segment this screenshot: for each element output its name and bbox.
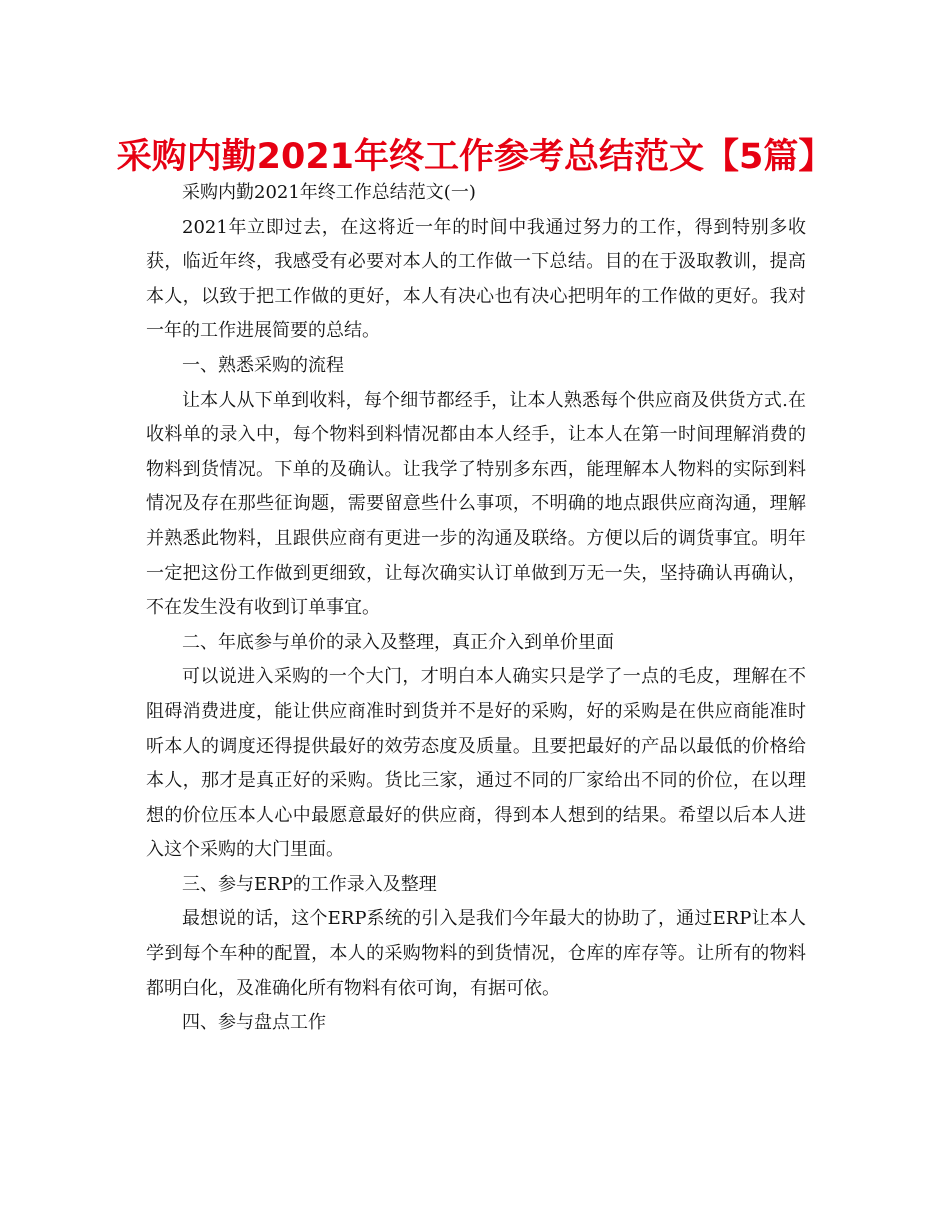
section-subtitle: 采购内勤2021年终工作总结范文(一) bbox=[182, 182, 476, 203]
document-title: 采购内勤2021年终工作参考总结范文【5篇】 bbox=[116, 137, 834, 177]
section-heading-4: 四、参与盘点工作 bbox=[182, 1012, 326, 1034]
section-heading-1: 一、熟悉采购的流程 bbox=[182, 354, 344, 376]
paragraph-1: 让本人从下单到收料，每个细节都经手，让本人熟悉每个供应商及供货方式.在收料单的录入中，每个物料到料情况都由本人经手，让本人在第一时间理解消费的物料到货情况。下单的及确认。让我学了特别多东西，能理解本人物料的实际到料情况及存在那些征询题，需要留意些什么事项，不明确的地点跟供应商沟通，理解并熟悉此物料，且跟供应商有更进一步的沟通及联络。方便以后的调货事宜。明年一定把这份工作做到更细致，让每次确实认订单做到万无一失，坚持确认再确认，不在发生没有收到订单事宜。 bbox=[146, 389, 806, 619]
paragraph-3: 最想说的话，这个ERP系统的引入是我们今年最大的协助了，通过ERP让本人学到每个车种的配置，本人的采购物料的到货情况，仓库的库存等。让所有的物料都明白化，及准确化所有物料有依可询，有据可依。 bbox=[146, 908, 806, 999]
document-body bbox=[146, 176, 806, 1041]
section-heading-2: 二、年底参与单价的录入及整理，真正介入到单价里面 bbox=[182, 631, 614, 653]
paragraph-intro: 2021年立即过去，在这将近一年的时间中我通过努力的工作，得到特别多收获，临近年终，我感受有必要对本人的工作做一下总结。目的在于汲取教训，提高本人，以致于把工作做的更好，本人有决心也有决心把明年的工作做的更好。我对一年的工作进展简要的总结。 bbox=[146, 216, 806, 342]
section-heading-3: 三、参与ERP的工作录入及整理 bbox=[182, 873, 437, 895]
paragraph-2: 可以说进入采购的一个大门，才明白本人确实只是学了一点的毛皮，理解在不阻碍消费进度，能让供应商准时到货并不是好的采购，好的采购是在供应商能准时听本人的调度还得提供最好的效劳态度及质量。且要把最好的产品以最低的价格给本人，那才是真正好的采购。货比三家，通过不同的厂家给出不同的价位，在以理想的价位压本人心中最愿意最好的供应商，得到本人想到的结果。希望以后本人进入这个采购的大门里面。 bbox=[146, 666, 806, 861]
